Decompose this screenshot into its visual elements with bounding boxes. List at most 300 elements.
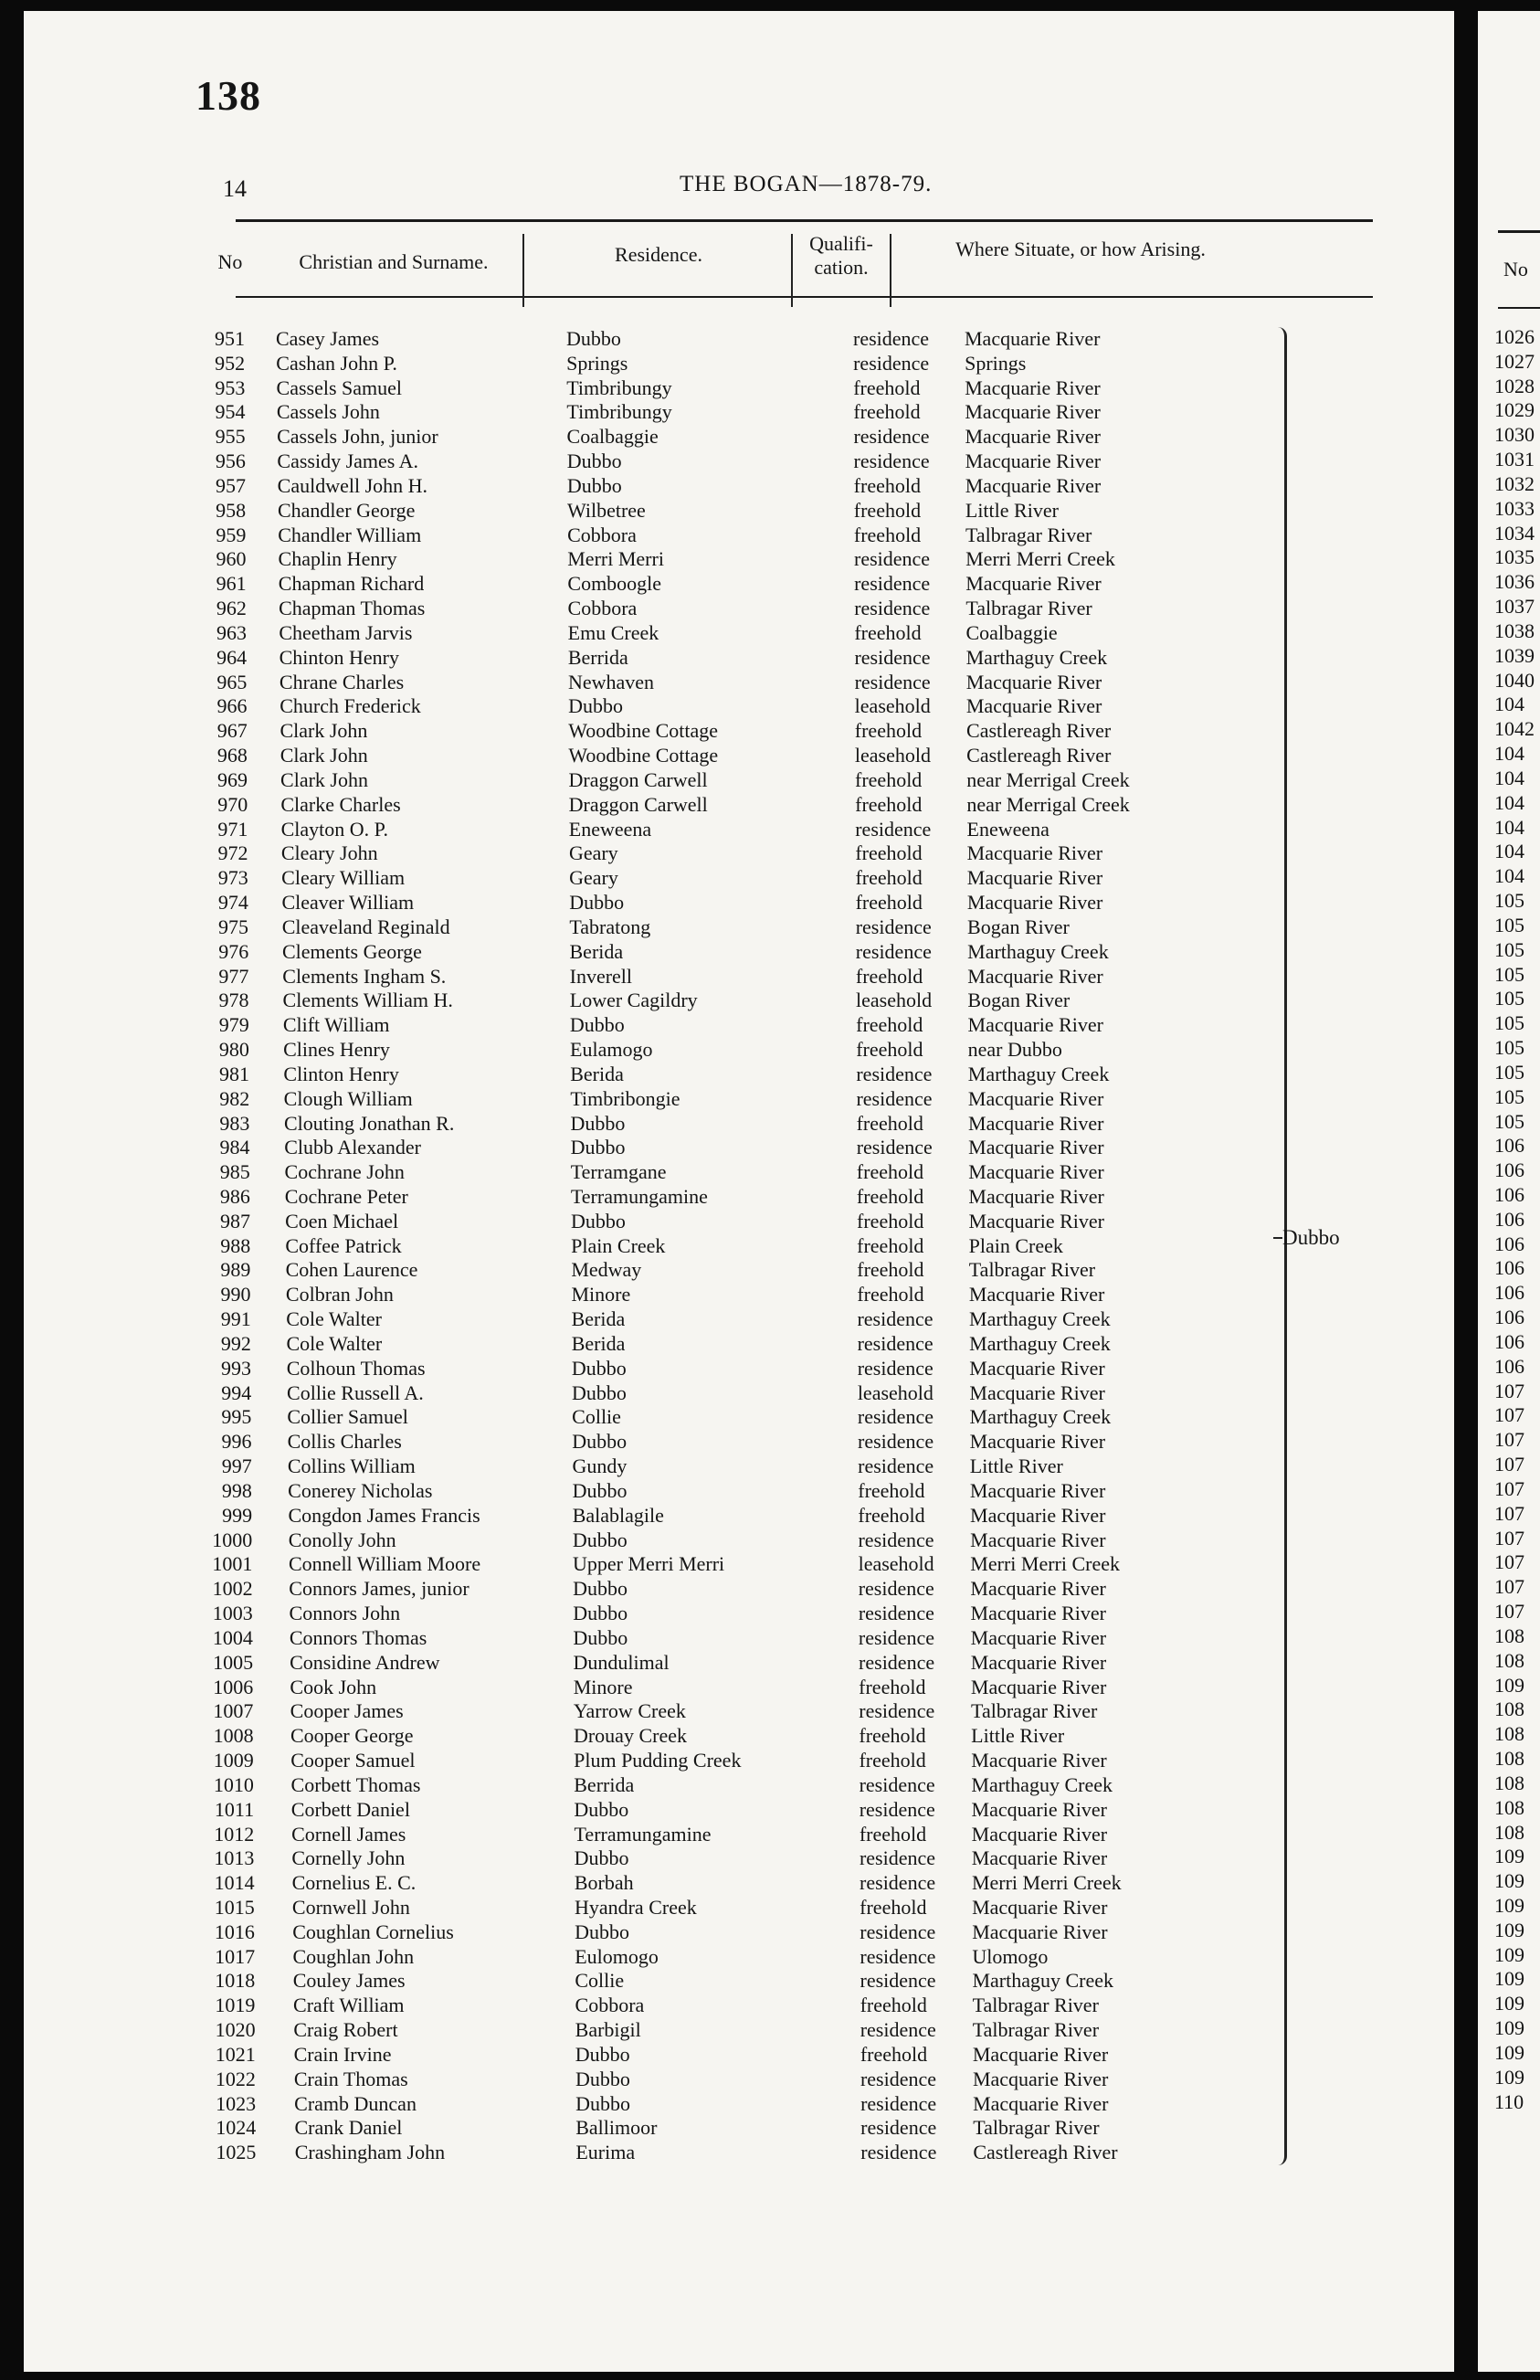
adjacent-elector-number: 109 [1494,1942,1524,1966]
elector-name: Cornelly John [291,1846,406,1870]
elector-name: Cornelius E. C. [291,1871,417,1895]
elector-qualification: residence [857,1356,933,1380]
elector-number: 960 [216,547,247,571]
elector-residence: Eneweena [568,817,652,841]
elector-where-situate: Macquarie River [967,1013,1103,1037]
elector-where-situate: Talbragar River [965,523,1092,546]
table-row [24,1994,1454,2018]
elector-qualification: residence [860,1920,936,1943]
elector-number: 962 [216,597,247,620]
adjacent-elector-number: 106 [1494,1329,1524,1353]
elector-residence: Cobbora [567,597,638,620]
elector-number: 981 [219,1062,250,1085]
adjacent-elector-number: 109 [1494,1992,1524,2015]
adjacent-elector-number: 1038 [1494,619,1535,642]
elector-name: Cashan John P. [276,351,397,375]
table-row [24,1357,1454,1381]
elector-qualification: leasehold [857,1380,933,1404]
elector-where-situate: Macquarie River [965,694,1102,718]
elector-where-situate: Eneweena [966,817,1050,841]
table-row [24,818,1454,842]
elector-residence: Hyandra Creek [574,1896,697,1919]
elector-number: 1002 [212,1577,253,1601]
header-qualification: Qualifi- cation. [809,232,873,279]
elector-residence: Inverell [569,964,633,988]
elector-number: 1021 [215,2042,256,2066]
adjacent-elector-number: 104 [1494,693,1524,716]
adjacent-header-rule [1498,230,1540,233]
elector-name: Couley James [292,1969,406,1993]
elector-qualification: residence [860,2067,936,2090]
elector-residence: Borbah [574,1871,634,1895]
elector-where-situate: Macquarie River [971,1846,1108,1870]
elector-number: 1011 [214,1797,255,1821]
elector-qualification: residence [856,1136,933,1159]
page-number: 138 [195,72,261,119]
elector-name: Church Frederick [280,694,421,718]
table-row [24,474,1454,499]
elector-where-situate: Ulomogo [972,1944,1049,1968]
elector-residence: Cobbora [575,1994,645,2017]
elector-qualification: leasehold [858,1552,934,1576]
adjacent-elector-number: 107 [1494,1476,1524,1500]
elector-qualification: freehold [855,866,923,890]
elector-where-situate: Macquarie River [972,1920,1108,1943]
adjacent-elector-number: 1026 [1494,325,1535,348]
adjacent-elector-number: 107 [1494,1379,1524,1402]
elector-name: Clough William [283,1086,413,1110]
table-row [24,1773,1454,1798]
elector-residence: Merri Merri [567,547,664,571]
adjacent-elector-number: 110 [1494,2089,1524,2113]
elector-qualification: freehold [855,891,923,915]
elector-qualification: residence [860,2116,937,2140]
elector-where-situate: Macquarie River [968,1209,1104,1232]
adjacent-elector-number: 1031 [1494,448,1535,471]
adjacent-elector-number: 108 [1494,1648,1524,1672]
elector-where-situate: Macquarie River [969,1356,1105,1380]
elector-qualification: freehold [859,1822,927,1846]
elector-where-situate: Merri Merri Creek [970,1552,1121,1576]
elector-name: Crain Irvine [293,2042,392,2066]
adjacent-elector-number: 107 [1494,1526,1524,1550]
elector-residence: Upper Merri Merri [573,1552,725,1576]
elector-residence: Draggon Carwell [568,792,708,816]
elector-number: 983 [219,1111,250,1135]
elector-qualification: freehold [860,1994,927,2017]
table-row [24,989,1454,1013]
elector-name: Chapman Thomas [279,597,426,620]
elector-name: Cornwell John [291,1896,410,1919]
elector-qualification: freehold [855,767,923,791]
elector-number: 993 [221,1356,252,1380]
elector-residence: Dubbo [568,694,623,718]
table-row [24,940,1454,965]
elector-number: 968 [216,744,248,767]
table-row [24,1332,1454,1357]
adjacent-elector-number: 108 [1494,1771,1524,1794]
elector-where-situate: Macquarie River [970,1602,1106,1625]
table-row [24,450,1454,474]
elector-where-situate: Talbragar River [972,1994,1099,2017]
elector-where-situate: Macquarie River [970,1625,1107,1649]
elector-name: Coughlan John [292,1944,415,1968]
elector-residence: Dubbo [566,473,622,497]
elector-name: Crashingham John [294,2141,446,2164]
elector-number: 1004 [212,1625,253,1649]
adjacent-elector-number: 109 [1494,1967,1524,1991]
elector-name: Cassels John, junior [277,425,438,449]
adjacent-elector-number: 105 [1494,1036,1524,1060]
elector-number: 994 [221,1380,252,1404]
elector-qualification: residence [858,1528,934,1551]
elector-name: Cleary John [280,841,378,865]
table-row [24,744,1454,768]
adjacent-elector-number: 106 [1494,1207,1524,1231]
elector-name: Cleaveland Reginald [281,915,450,938]
elector-name: Chandler George [277,498,416,522]
elector-qualification: freehold [859,1749,926,1772]
elector-number: 986 [219,1184,250,1208]
elector-residence: Collie [575,1969,625,1993]
elector-qualification: residence [859,1846,935,1870]
elector-residence: Minore [573,1675,633,1698]
elector-where-situate: Macquarie River [967,964,1103,988]
elector-residence: Geary [568,841,618,865]
elector-qualification: freehold [855,964,923,988]
adjacent-elector-number: 104 [1494,840,1524,863]
elector-residence: Dubbo [569,891,625,915]
elector-name: Crank Daniel [294,2116,403,2140]
adjacent-elector-number: 104 [1494,864,1524,888]
elector-number: 1023 [216,2091,257,2115]
table-row [24,1896,1454,1920]
adjacent-elector-number: 108 [1494,1820,1524,1844]
elector-number: 998 [221,1478,252,1502]
elector-qualification: residence [853,327,930,350]
elector-number: 1012 [214,1822,255,1846]
elector-qualification: leasehold [856,989,933,1012]
elector-residence: Dubbo [575,2042,630,2066]
table-row [24,1013,1454,1038]
elector-number: 975 [218,915,249,938]
elector-number: 985 [219,1160,250,1184]
elector-name: Cochrane John [284,1160,405,1184]
table-row [24,1602,1454,1626]
table-row [24,327,1454,352]
adjacent-elector-number: 105 [1494,962,1524,986]
elector-where-situate: Macquarie River [965,473,1102,497]
elector-qualification: freehold [856,1111,923,1135]
adjacent-elector-number: 108 [1494,1698,1524,1721]
table-row [24,1846,1454,1871]
elector-residence: Ballimoor [575,2116,658,2140]
elector-qualification: residence [859,1772,935,1796]
elector-residence: Berida [571,1307,626,1331]
elector-name: Clubb Alexander [284,1136,421,1159]
elector-residence: Dubbo [575,2091,630,2115]
table-row [24,694,1454,719]
elector-where-situate: Macquarie River [972,2067,1109,2090]
district-label: Dubbo [1282,1226,1340,1249]
elector-where-situate: Macquarie River [968,1136,1104,1159]
elector-where-situate: Macquarie River [967,1086,1104,1110]
elector-number: 1022 [215,2067,256,2090]
elector-where-situate: Macquarie River [970,1577,1106,1601]
elector-residence: Dubbo [573,1625,628,1649]
elector-name: Conerey Nicholas [288,1478,433,1502]
elector-residence: Collie [572,1405,621,1429]
table-row [24,719,1454,744]
elector-number: 997 [221,1454,252,1478]
elector-residence: Barbigil [575,2018,641,2042]
header-top-rule [236,219,1373,222]
elector-where-situate: Bogan River [967,915,1070,938]
elector-number: 970 [217,792,248,816]
adjacent-elector-number: 106 [1494,1182,1524,1206]
elector-where-situate: Macquarie River [968,1184,1104,1208]
elector-number: 955 [215,425,246,449]
elector-where-situate: Marthaguy Creek [969,1405,1112,1429]
elector-qualification: freehold [856,1038,923,1062]
elector-qualification: residence [857,1405,933,1429]
elector-number: 1019 [215,1994,256,2017]
elector-number: 953 [215,376,246,399]
table-row [24,1454,1454,1479]
table-row [24,2043,1454,2068]
adjacent-page-edge [1478,11,1540,2372]
elector-where-situate: Macquarie River [966,866,1103,890]
elector-where-situate: Macquarie River [971,1749,1107,1772]
adjacent-elector-number: 1037 [1494,595,1535,619]
elector-qualification: residence [854,572,931,596]
table-row [24,1651,1454,1676]
elector-qualification: freehold [853,498,922,522]
elector-qualification: freehold [855,792,923,816]
elector-where-situate: Little River [965,498,1059,522]
elector-residence: Coalbaggie [566,425,659,449]
elector-number: 956 [215,450,246,473]
table-row [24,1283,1454,1307]
elector-qualification: freehold [857,1233,924,1257]
elector-residence: Timbribongie [570,1086,680,1110]
table-row [24,866,1454,891]
elector-qualification: leasehold [854,744,931,767]
table-row [24,1405,1454,1430]
elector-name: Cassels John [276,400,380,424]
adjacent-elector-number: 104 [1494,815,1524,839]
table-row [24,1063,1454,1087]
elector-where-situate: Macquarie River [965,572,1102,596]
elector-qualification: freehold [856,1184,924,1208]
elector-name: Clines Henry [283,1038,390,1062]
elector-number: 1024 [216,2116,257,2140]
table-row [24,2141,1454,2165]
elector-where-situate: Marthaguy Creek [965,645,1108,669]
elector-residence: Eulomogo [575,1944,659,1968]
elector-residence: Timbribungy [566,400,672,424]
elector-residence: Comboogle [567,572,662,596]
header-where-situate: Where Situate, or how Arising. [955,238,1206,260]
elector-residence: Dubbo [574,1797,629,1821]
elector-name: Cooper Samuel [290,1749,416,1772]
elector-residence: Berida [570,1062,624,1085]
table-row [24,646,1454,671]
elector-qualification: freehold [855,841,923,865]
table-row [24,524,1454,548]
elector-number: 996 [221,1430,252,1454]
elector-name: Clark John [280,719,368,743]
elector-where-situate: Castlereagh River [973,2141,1118,2164]
elector-name: Cassidy James A. [277,450,419,473]
elector-name: Cooper James [290,1699,404,1723]
elector-where-situate: Coalbaggie [965,620,1058,644]
elector-residence: Dubbo [575,2067,630,2090]
elector-number: 1000 [212,1528,253,1551]
elector-name: Coughlan Cornelius [292,1920,454,1943]
elector-number: 991 [220,1307,251,1331]
elector-name: Connell William Moore [289,1552,481,1576]
elector-number: 988 [220,1233,251,1257]
elector-qualification: residence [856,1086,933,1110]
elector-qualification: freehold [853,523,922,546]
elector-residence: Dubbo [571,1356,627,1380]
adjacent-elector-number: 109 [1494,1894,1524,1917]
elector-number: 963 [216,620,248,644]
elector-where-situate: near Merrigal Creek [966,767,1130,791]
elector-qualification: residence [854,670,931,693]
elector-name: Collier Samuel [287,1405,408,1429]
elector-name: Cleary William [281,866,406,890]
elector-where-situate: Macquarie River [965,376,1101,399]
table-row [24,1430,1454,1454]
elector-number: 1020 [215,2018,256,2042]
table-row [24,1552,1454,1577]
table-row [24,1112,1454,1137]
adjacent-elector-number: 107 [1494,1550,1524,1574]
elector-qualification: freehold [860,2042,928,2066]
elector-residence: Berrida [567,645,628,669]
elector-name: Connors John [289,1602,401,1625]
elector-where-situate: Macquarie River [965,425,1101,449]
elector-where-situate: Macquarie River [970,1650,1107,1674]
elector-qualification: residence [859,1699,935,1723]
elector-residence: Dubbo [572,1430,628,1454]
elector-qualification: residence [853,425,930,449]
elector-name: Collie Russell A. [287,1380,424,1404]
adjacent-elector-number: 105 [1494,913,1524,936]
elector-name: Colbran John [285,1283,394,1306]
elector-name: Craig Robert [293,2018,398,2042]
header-no: No [217,250,243,273]
adjacent-elector-number: 107 [1494,1600,1524,1624]
elector-qualification: freehold [854,719,923,743]
elector-residence: Woodbine Cottage [568,719,719,743]
table-row [24,671,1454,695]
elector-qualification: residence [855,939,932,963]
table-row [24,965,1454,989]
table-row [24,499,1454,524]
elector-qualification: residence [860,1871,936,1895]
elector-where-situate: Talbragar River [965,597,1092,620]
elector-number: 1017 [215,1944,256,1968]
adjacent-elector-number: 1034 [1494,521,1535,545]
elector-qualification: freehold [853,400,921,424]
elector-where-situate: near Merrigal Creek [966,792,1130,816]
elector-residence: Dubbo [570,1136,626,1159]
elector-qualification: freehold [853,376,921,399]
elector-qualification: residence [857,1331,933,1355]
elector-where-situate: near Dubbo [967,1038,1062,1062]
elector-number: 1008 [213,1724,254,1748]
elector-name: Chandler William [278,523,422,546]
adjacent-elector-number: 108 [1494,1795,1524,1819]
elector-residence: Yarrow Creek [573,1699,686,1723]
elector-name: Clements William H. [282,989,453,1012]
elector-residence: Dubbo [572,1528,628,1551]
adjacent-elector-number: 105 [1494,1084,1524,1108]
table-row [24,1699,1454,1724]
elector-name: Collins William [287,1454,416,1478]
adjacent-header-bottom-rule [1498,307,1540,309]
elector-residence: Dubbo [575,1920,629,1943]
elector-residence: Draggon Carwell [568,767,708,791]
elector-where-situate: Macquarie River [965,670,1102,693]
adjacent-elector-number: 1027 [1494,349,1535,373]
elector-where-situate: Marthaguy Creek [972,1969,1113,1993]
table-row [24,1945,1454,1970]
elector-residence: Terramgane [570,1160,667,1184]
elector-number: 980 [218,1038,249,1062]
elector-residence: Cobbora [567,523,637,546]
table-row [24,1234,1454,1259]
elector-number: 1015 [214,1896,255,1919]
adjacent-elector-number: 106 [1494,1158,1524,1182]
elector-where-situate: Marthaguy Creek [967,1062,1110,1085]
elector-number: 987 [220,1209,251,1232]
elector-residence: Dubbo [566,450,622,473]
elector-qualification: residence [858,1454,934,1478]
elector-number: 951 [215,327,245,350]
elector-residence: Drouay Creek [573,1724,687,1748]
adjacent-elector-number: 107 [1494,1403,1524,1427]
elector-qualification: freehold [860,1896,927,1919]
elector-where-situate: Marthaguy Creek [969,1307,1111,1331]
table-row [24,1160,1454,1185]
elector-residence: Emu Creek [567,620,659,644]
elector-residence: Berrida [574,1772,635,1796]
table-row [24,1185,1454,1210]
elector-qualification: residence [860,1944,936,1968]
adjacent-elector-number: 109 [1494,2065,1524,2089]
elector-where-situate: Castlereagh River [966,744,1112,767]
adjacent-elector-number: 107 [1494,1428,1524,1452]
elector-where-situate: Macquarie River [969,1380,1105,1404]
elector-name: Craft William [293,1994,405,2017]
elector-where-situate: Macquarie River [965,327,1101,350]
elector-residence: Dubbo [574,1846,629,1870]
elector-number: 999 [222,1503,253,1527]
elector-residence: Newhaven [567,670,655,693]
adjacent-elector-number: 109 [1494,2040,1524,2064]
elector-number: 1005 [213,1650,254,1674]
adjacent-elector-number: 106 [1494,1281,1524,1305]
elector-name: Chinton Henry [279,645,400,669]
adjacent-elector-number: 105 [1494,937,1524,961]
elector-residence: Eurima [575,2141,636,2164]
elector-number: 964 [216,645,248,669]
elector-qualification: freehold [858,1478,925,1502]
